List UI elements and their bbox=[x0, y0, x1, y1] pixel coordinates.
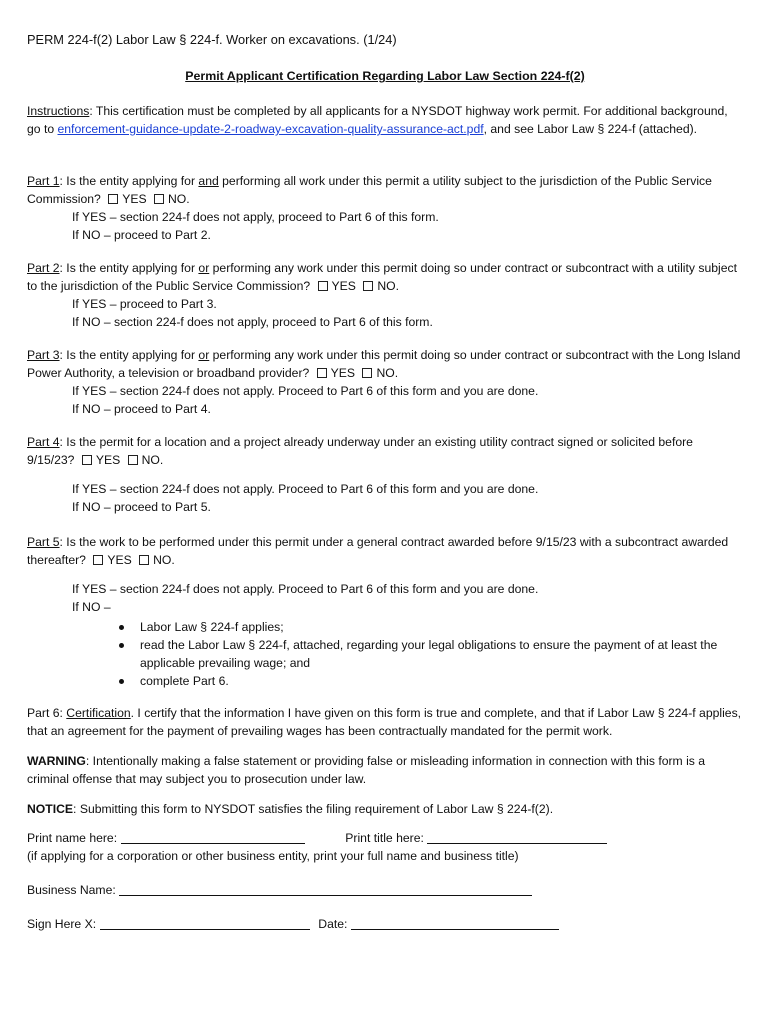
part-2-section bbox=[27, 259, 743, 331]
part-3-if-no: If NO – proceed to Part 4. bbox=[72, 402, 211, 416]
part-4-label: Part 4 bbox=[27, 435, 60, 449]
part-3-no-checkbox[interactable] bbox=[362, 368, 372, 378]
print-title-label: Print title here: bbox=[345, 831, 424, 845]
part-5-label: Part 5 bbox=[27, 535, 60, 549]
part-4-if-no: If NO – proceed to Part 5. bbox=[72, 500, 211, 514]
part-2-label: Part 2 bbox=[27, 261, 60, 275]
part-4-yes-label: YES bbox=[95, 453, 121, 467]
part-1-no-checkbox[interactable] bbox=[154, 194, 164, 204]
guidance-pdf-link[interactable]: enforcement-guidance-update-2-roadway-excavation-quality-assurance-act.pdf bbox=[57, 122, 484, 136]
part-5-if-yes: If YES – section 224-f does not apply. Proceed to Part 6 of this form and you are done. bbox=[72, 582, 539, 596]
notice-label: NOTICE bbox=[27, 802, 74, 816]
list-item: complete Part 6. bbox=[119, 672, 743, 690]
part-4-section bbox=[27, 433, 743, 516]
part-4-no-label: NO. bbox=[141, 453, 164, 467]
part-3-yes-checkbox[interactable] bbox=[317, 368, 327, 378]
business-name-label: Business Name: bbox=[27, 883, 116, 897]
print-title-field[interactable] bbox=[427, 831, 607, 844]
part-4-no-checkbox[interactable] bbox=[128, 455, 138, 465]
part-2-yes-label: YES bbox=[331, 279, 356, 293]
part-5-no-checkbox[interactable] bbox=[139, 555, 149, 565]
part-5-yes-checkbox[interactable] bbox=[93, 555, 103, 565]
certification-label: Certification bbox=[66, 706, 131, 720]
part-3-section bbox=[27, 346, 743, 418]
part-1-if-yes: If YES – section 224-f does not apply, proceed to Part 6 of this form. bbox=[72, 210, 439, 224]
part-5-no-label: NO. bbox=[153, 553, 175, 567]
signature-field[interactable] bbox=[100, 917, 310, 930]
list-item: Labor Law § 224-f applies; bbox=[119, 618, 743, 636]
corporation-note: (if applying for a corporation or other business entity, print your full name and business title) bbox=[27, 849, 519, 863]
business-name-field[interactable] bbox=[119, 883, 532, 896]
part-3-if-yes: If YES – section 224-f does not apply. Proceed to Part 6 of this form and you are done. bbox=[72, 384, 539, 398]
part-3-label: Part 3 bbox=[27, 348, 60, 362]
sign-here-label: Sign Here X: bbox=[27, 917, 97, 931]
part-5-section bbox=[27, 533, 743, 690]
part-1-no-label: NO. bbox=[168, 192, 190, 206]
part-5-question: Part 5: Is the work to be performed under this permit under a general contract awarded before 9/15/23 with a subcontract awarded thereafter? YES NO. bbox=[27, 535, 729, 567]
instructions-paragraph bbox=[27, 102, 743, 138]
form-title: Permit Applicant Certification Regarding Labor Law Section 224-f(2) bbox=[185, 69, 585, 83]
part-5-if-no: If NO – bbox=[72, 600, 111, 614]
name-title-row bbox=[27, 829, 743, 847]
part-4-if-yes: If YES – section 224-f does not apply. Proceed to Part 6 of this form and you are done. bbox=[72, 482, 539, 496]
instructions-text-end: , and see Labor Law § 224-f (attached). bbox=[483, 122, 698, 136]
part-2-no-checkbox[interactable] bbox=[363, 281, 373, 291]
part-3-question: Part 3: Is the entity applying for or performing any work under this permit doing so under contract or subcontract with the Long Island Power Authority, a television or broadband provider? YES NO. bbox=[27, 348, 741, 380]
form-header: PERM 224-f(2) Labor Law § 224-f. Worker on excavations. (1/24) bbox=[27, 32, 397, 47]
list-item: read the Labor Law § 224-f, attached, regarding your legal obligations to ensure the payment of at least the applicable prevailing wage; and bbox=[119, 636, 743, 672]
part-1-if-no: If NO – proceed to Part 2. bbox=[72, 228, 211, 242]
print-name-label: Print name here: bbox=[27, 831, 118, 845]
warning-paragraph: WARNING: Intentionally making a false statement or providing false or misleading information in connection with this form is a criminal offense that may subject you to prosecution under law. bbox=[27, 754, 706, 786]
part-2-yes-checkbox[interactable] bbox=[318, 281, 328, 291]
date-field[interactable] bbox=[351, 917, 559, 930]
notice-paragraph: NOTICE: Submitting this form to NYSDOT satisfies the filing requirement of Labor Law § 224-f(2). bbox=[27, 802, 554, 816]
signature-row bbox=[27, 915, 743, 933]
print-name-field[interactable] bbox=[121, 831, 305, 844]
part-1-yes-checkbox[interactable] bbox=[108, 194, 118, 204]
part-5-yes-label: YES bbox=[107, 553, 132, 567]
part-2-question: Part 2: Is the entity applying for or performing any work under this permit doing so under contract or subcontract with a utility subject to the jurisdiction of the Public Service Commission? YES NO. bbox=[27, 261, 737, 293]
part-1-question: Part 1: Is the entity applying for and performing all work under this permit a utility subject to the jurisdiction of the Public Service Commission? YES NO. bbox=[27, 174, 712, 206]
part-4-yes-checkbox[interactable] bbox=[82, 455, 92, 465]
warning-label: WARNING bbox=[27, 754, 86, 768]
part-2-if-yes: If YES – proceed to Part 3. bbox=[72, 297, 217, 311]
part-2-no-label: NO. bbox=[377, 279, 399, 293]
instructions-text: : This certification must be completed by all applicants for a NYSDOT highway work permit. For additional background, go to bbox=[27, 104, 728, 136]
part-6-certification: Part 6: Certification. I certify that the information I have given on this form is true and complete, and that if Labor Law § 224-f applies, that an agreement for the payment of prevailing wages has been contractually mandated for the permit work. bbox=[27, 706, 742, 738]
date-label: Date: bbox=[318, 917, 348, 931]
part-2-if-no: If NO – section 224-f does not apply, proceed to Part 6 of this form. bbox=[72, 315, 433, 329]
part-5-bullet-list bbox=[27, 618, 743, 690]
part-1-label: Part 1 bbox=[27, 174, 60, 188]
instructions-label: Instructions bbox=[27, 104, 90, 118]
part-1-yes-label: YES bbox=[122, 192, 147, 206]
part-3-no-label: NO. bbox=[376, 366, 399, 380]
part-4-question: Part 4: Is the permit for a location and a project already underway under an existing utility contract signed or solicited before 9/15/23? YES NO. bbox=[27, 435, 693, 467]
business-name-row bbox=[27, 881, 743, 899]
part-1-section bbox=[27, 172, 743, 244]
part-3-yes-label: YES bbox=[330, 366, 356, 380]
